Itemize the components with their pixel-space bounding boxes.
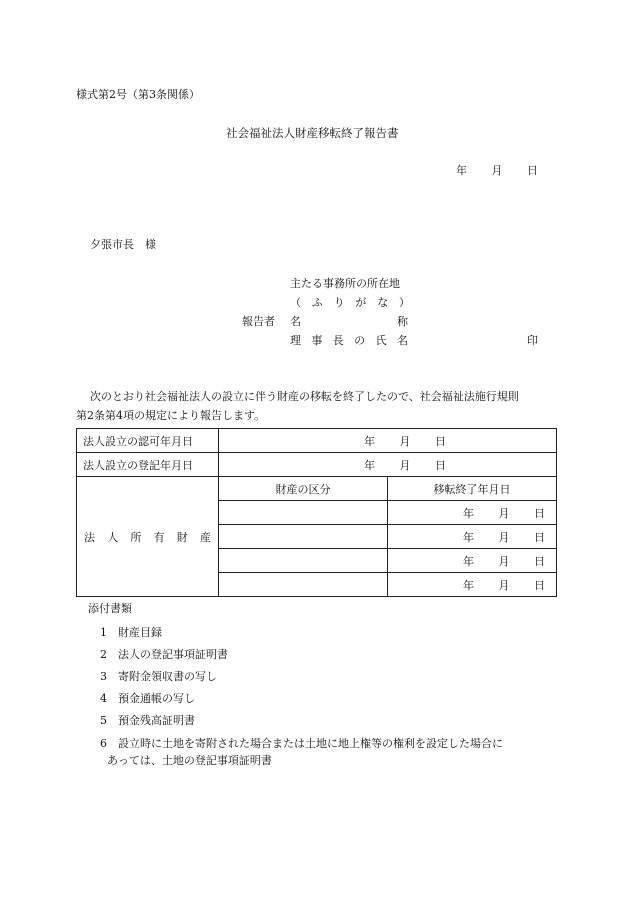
assets-char: 所	[130, 530, 142, 544]
furigana-char: ふ	[311, 296, 323, 309]
assets-char: 法	[84, 530, 95, 544]
body-text-line1: 次のとおり社会福祉法人の設立に伴う財産の移転を終了したので、社会福祉法施行規則	[90, 390, 519, 403]
ymd-month: 月	[498, 506, 510, 520]
attachment-text: 法人の登記事項証明書	[118, 648, 228, 661]
ymd-month: 月	[399, 434, 411, 448]
representative-char: の	[354, 334, 366, 347]
attachment-number: 4	[100, 692, 107, 705]
form-number: 様式第2号（第3条関係）	[76, 88, 200, 101]
table-row	[77, 477, 557, 501]
furigana-char: が	[355, 296, 367, 309]
property-category-cell[interactable]	[219, 549, 388, 573]
representative-char: 氏	[375, 334, 387, 347]
ymd-year: 年	[463, 506, 474, 520]
property-category-cell[interactable]	[219, 501, 388, 525]
ymd-day: 日	[534, 530, 545, 544]
registration-date-cell[interactable]	[219, 453, 557, 477]
representative-char: 事	[311, 334, 323, 347]
attachment-item	[100, 735, 503, 751]
attachment-number: 3	[100, 670, 107, 683]
date-month-label: 月	[491, 164, 503, 177]
date-year-label: 年	[456, 164, 467, 177]
representative-char: 理	[290, 334, 301, 347]
attachment-item	[100, 668, 217, 684]
addressee: 夕張市長 様	[90, 238, 156, 251]
reporter-name-label-left: 名	[290, 315, 301, 328]
assets-char: 産	[199, 530, 211, 544]
attachment-item	[100, 646, 228, 662]
ymd-year: 年	[463, 554, 474, 568]
transfer-date-cell[interactable]	[388, 549, 557, 573]
approval-date-label: 法人設立の認可年月日	[77, 429, 219, 453]
ymd-year: 年	[463, 578, 474, 592]
attachment-text: 寄附金領収書の写し	[118, 670, 217, 683]
furigana-char: な	[377, 296, 389, 309]
ymd-month: 月	[498, 578, 510, 592]
transfer-date-cell[interactable]	[388, 501, 557, 525]
attachment-text: 設立時に土地を寄附された場合または土地に地上権等の権利を設定した場合に	[118, 737, 503, 750]
attachment-item	[100, 690, 195, 706]
ymd-month: 月	[498, 530, 510, 544]
representative-char: 長	[332, 334, 344, 347]
date-line	[456, 162, 538, 178]
reporter-furigana-label	[290, 294, 410, 310]
transfer-date-cell[interactable]	[388, 525, 557, 549]
ymd-month: 月	[498, 554, 510, 568]
assets-char: 財	[176, 530, 188, 544]
attachment-text-continued: あっては、土地の登記事項証明書	[107, 754, 272, 767]
attachment-number: 5	[100, 714, 107, 727]
attachment-text: 財産目録	[118, 626, 162, 639]
approval-date-cell[interactable]	[219, 429, 557, 453]
representative-label	[290, 332, 408, 348]
transfer-date-header: 移転終了年月日	[388, 477, 557, 501]
ymd-day: 日	[534, 578, 545, 592]
registration-date-label: 法人設立の登記年月日	[77, 453, 219, 477]
attachments-heading: 添付書類	[88, 602, 132, 615]
furigana-char: ）	[398, 296, 410, 309]
ymd-year: 年	[463, 530, 474, 544]
assets-char: 有	[153, 530, 165, 544]
assets-char: 人	[107, 530, 119, 544]
attachment-number: 6	[100, 737, 107, 750]
ymd-day: 日	[534, 554, 545, 568]
reporter-side-label: 報告者	[242, 315, 275, 328]
date-day-label: 日	[527, 164, 538, 177]
table-row	[77, 429, 557, 453]
report-table	[76, 428, 557, 597]
assets-label	[77, 477, 219, 597]
document-title: 社会福祉法人財産移転終了報告書	[226, 126, 399, 140]
attachment-item	[100, 712, 195, 728]
reporter-name-label-right: 称	[397, 315, 408, 328]
ymd-day: 日	[534, 506, 545, 520]
transfer-date-cell[interactable]	[388, 573, 557, 597]
ymd-year: 年	[364, 434, 375, 448]
attachment-number: 1	[100, 626, 107, 639]
attachment-text: 預金残高証明書	[118, 714, 195, 727]
property-category-cell[interactable]	[219, 573, 388, 597]
body-text-line2: 第2条第4項の規定により報告します。	[76, 409, 266, 422]
attachment-item	[100, 624, 162, 640]
ymd-month: 月	[399, 458, 411, 472]
ymd-year: 年	[364, 458, 375, 472]
ymd-day: 日	[435, 434, 446, 448]
furigana-char: り	[333, 296, 345, 309]
table-row	[77, 453, 557, 477]
reporter-address-label: 主たる事務所の所在地	[290, 277, 400, 290]
attachment-text: 預金通帳の写し	[118, 692, 195, 705]
attachment-number: 2	[100, 648, 107, 661]
representative-char: 名	[396, 334, 408, 347]
seal-mark: 印	[527, 334, 538, 347]
property-category-header: 財産の区分	[219, 477, 388, 501]
ymd-day: 日	[435, 458, 446, 472]
furigana-char: （	[290, 296, 301, 309]
property-category-cell[interactable]	[219, 525, 388, 549]
